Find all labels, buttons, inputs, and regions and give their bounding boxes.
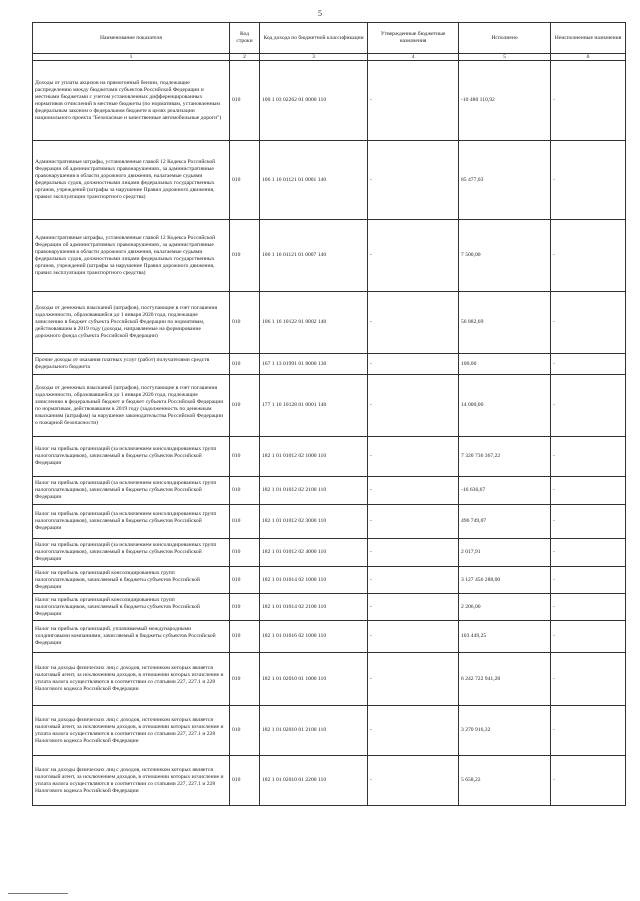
cell-executed: 2 206,00	[459, 594, 551, 621]
cell-approved: -	[368, 653, 459, 706]
cell-approved: -	[368, 354, 459, 375]
cell-code: 010	[230, 653, 260, 706]
table-row	[33, 594, 626, 621]
cell-unexecuted: -	[551, 61, 626, 141]
cell-approved: -	[368, 621, 459, 653]
cell-kbk: 167 1 13 01991 01 8000 130	[260, 354, 368, 375]
header-unexecuted: Неисполненные назначения	[551, 23, 626, 54]
cell-code: 010	[230, 61, 260, 141]
cell-code: 010	[230, 594, 260, 621]
cell-kbk: 182 1 01 01012 02 3000 110	[260, 505, 368, 539]
cell-code: 010	[230, 477, 260, 505]
cell-executed: 5 658,22	[459, 756, 551, 806]
table-row	[33, 292, 626, 354]
cell-executed: 56 882,69	[459, 292, 551, 354]
cell-kbk: 106 1 16 01121 01 0001 140	[260, 141, 368, 220]
cell-code: 010	[230, 567, 260, 594]
header-kbk: Код дохода по бюджетной классификации	[260, 23, 368, 54]
table-row	[33, 653, 626, 706]
cell-code: 010	[230, 756, 260, 806]
cell-unexecuted: -	[551, 505, 626, 539]
column-number: 6	[551, 54, 626, 61]
cell-executed: 3 127 456 288,00	[459, 567, 551, 594]
cell-name: Налог на прибыль организаций (за исключением консолидированных групп налогоплательщиков), зачисляемый в бюджеты субъектов Российской Федерации	[33, 437, 230, 477]
header-approved: Утвержденные бюджетные назначения	[368, 23, 459, 54]
cell-code: 010	[230, 505, 260, 539]
cell-name: Налог на прибыль организаций консолидированных групп налогоплательщиков, зачисляемый в бюджеты субъектов Российской Федерации	[33, 567, 230, 594]
cell-kbk: 182 1 01 02010 01 2200 110	[260, 756, 368, 806]
cell-approved: -	[368, 539, 459, 567]
cell-code: 010	[230, 539, 260, 567]
column-number: 3	[260, 54, 368, 61]
cell-code: 010	[230, 375, 260, 437]
cell-unexecuted: -	[551, 653, 626, 706]
cell-approved: -	[368, 706, 459, 756]
table-row	[33, 706, 626, 756]
cell-unexecuted: -	[551, 292, 626, 354]
cell-executed: -10 480 110,92	[459, 61, 551, 141]
cell-unexecuted: -	[551, 621, 626, 653]
cell-approved: -	[368, 292, 459, 354]
column-number: 4	[368, 54, 459, 61]
cell-executed: 85 477,03	[459, 141, 551, 220]
cell-name: Административные штрафы, установленные главой 12 Кодекса Российской Федерации об административных правонарушениях, за административные правонарушения в области дорожного движения, налагаемые судьями федеральных судов, должностными лицами федеральных государственных органов, учреждений (штрафы за нарушение Правил дорожного движения, правил эксплуатации транспортного средства)	[33, 141, 230, 220]
cell-name: Налог на доходы физических лиц с доходов, источником которых является налоговый агент, за исключением доходов, в отношении которых исчисление и уплата налога осуществляются в соответствии со статьями 227, 227.1 и 228 Налогового кодекса Российской Федерации	[33, 706, 230, 756]
cell-approved: -	[368, 594, 459, 621]
cell-kbk: 182 1 01 01014 02 2100 110	[260, 594, 368, 621]
cell-unexecuted: -	[551, 437, 626, 477]
column-number-row	[33, 54, 626, 61]
cell-kbk: 182 1 01 01012 02 4000 110	[260, 539, 368, 567]
cell-code: 010	[230, 706, 260, 756]
table-row	[33, 354, 626, 375]
cell-unexecuted: -	[551, 477, 626, 505]
budget-execution-table	[32, 22, 626, 806]
cell-kbk: 106 1 16 01121 01 0007 140	[260, 220, 368, 292]
cell-executed: 14 000,00	[459, 375, 551, 437]
cell-unexecuted: -	[551, 141, 626, 220]
column-number: 2	[230, 54, 260, 61]
cell-name: Налог на прибыль организаций (за исключением консолидированных групп налогоплательщиков), зачисляемый в бюджеты субъектов Российской Федерации	[33, 477, 230, 505]
cell-unexecuted: -	[551, 706, 626, 756]
cell-kbk: 182 1 01 01012 02 2100 110	[260, 477, 368, 505]
cell-executed: 496 749,07	[459, 505, 551, 539]
cell-executed: 7 500,00	[459, 220, 551, 292]
cell-name: Налог на доходы физических лиц с доходов, источником которых является налоговый агент, за исключением доходов, в отношении которых исчисление и уплата налога осуществляются в соответствии со статьями 227, 227.1 и 228 Налогового кодекса Российской Федерации	[33, 653, 230, 706]
cell-kbk: 182 1 01 01016 02 1000 110	[260, 621, 368, 653]
cell-executed: 103 449,25	[459, 621, 551, 653]
cell-unexecuted: -	[551, 567, 626, 594]
cell-name: Налог на прибыль организаций (за исключением консолидированных групп налогоплательщиков), зачисляемый в бюджеты субъектов Российской Федерации	[33, 505, 230, 539]
cell-name: Административные штрафы, установленные главой 12 Кодекса Российской Федерации об административных правонарушениях, за административные правонарушения в области дорожного движения, налагаемые судьями федеральных судов, должностными лицами федеральных государственных органов, учреждений (штрафы за нарушение Правил дорожного движения, правил эксплуатации транспортного средства)	[33, 220, 230, 292]
cell-name: Налог на прибыль организаций, уплачиваемый международными холдинговыми компаниями, зачисляемый в бюджеты субъектов Российской Федерации	[33, 621, 230, 653]
table-header-row	[33, 23, 626, 54]
cell-executed: -16 636,67	[459, 477, 551, 505]
table-row	[33, 141, 626, 220]
cell-kbk: 182 1 01 02010 01 2100 110	[260, 706, 368, 756]
header-name: Наименование показателя	[33, 23, 230, 54]
header-code: Код строки	[230, 23, 260, 54]
cell-name: Доходы от денежных взысканий (штрафов), поступающие в счет погашения задолженности, образовавшейся до 1 января 2020 года, подлежащие зачислению в федеральный бюджет и бюджет субъекта Российской Федерации по нормативам, действовавшим в 2019 году (задолженность по денежным взысканиям (штрафам) за нарушение законодательства Российской Федерации о пожарной безопасности)	[33, 375, 230, 437]
cell-approved: -	[368, 505, 459, 539]
table-row	[33, 375, 626, 437]
cell-approved: -	[368, 61, 459, 141]
table-row	[33, 220, 626, 292]
table-row	[33, 505, 626, 539]
cell-approved: -	[368, 437, 459, 477]
cell-unexecuted: -	[551, 375, 626, 437]
table-row	[33, 437, 626, 477]
cell-code: 010	[230, 437, 260, 477]
page-number: 5	[318, 9, 322, 18]
cell-unexecuted: -	[551, 756, 626, 806]
cell-unexecuted: -	[551, 220, 626, 292]
table-row	[33, 756, 626, 806]
cell-approved: -	[368, 477, 459, 505]
cell-approved: -	[368, 220, 459, 292]
header-executed: Исполнено	[459, 23, 551, 54]
cell-approved: -	[368, 756, 459, 806]
cell-kbk: 177 1 16 10128 01 0001 140	[260, 375, 368, 437]
cell-executed: 7 320 736 367,22	[459, 437, 551, 477]
cell-approved: -	[368, 375, 459, 437]
cell-name: Налог на прибыль организаций консолидированных групп налогоплательщиков, зачисляемый в бюджеты субъектов Российской Федерации	[33, 594, 230, 621]
cell-executed: 6 242 722 941,28	[459, 653, 551, 706]
cell-executed: 100,00	[459, 354, 551, 375]
cell-code: 010	[230, 621, 260, 653]
cell-unexecuted: -	[551, 539, 626, 567]
table-row	[33, 621, 626, 653]
page-edge-line	[8, 893, 68, 894]
cell-code: 010	[230, 220, 260, 292]
cell-kbk: 182 1 01 02010 01 1000 110	[260, 653, 368, 706]
cell-code: 010	[230, 141, 260, 220]
cell-name: Доходы от денежных взысканий (штрафов), поступающие в счет погашения задолженности, образовавшейся до 1 января 2020 года, подлежащие зачислению в бюджет субъекта Российской Федерации по нормативам, действовавшим в 2019 году (доходы, направляемые на формирование дорожного фонда субъекта Российской Федерации)	[33, 292, 230, 354]
table-row	[33, 61, 626, 141]
table-row	[33, 477, 626, 505]
cell-executed: 3 270 916,32	[459, 706, 551, 756]
cell-name: Налог на доходы физических лиц с доходов, источником которых является налоговый агент, за исключением доходов, в отношении которых исчисление и уплата налога осуществляются в соответствии со статьями 227, 227.1 и 228 Налогового кодекса Российской Федерации	[33, 756, 230, 806]
cell-approved: -	[368, 567, 459, 594]
column-number: 5	[459, 54, 551, 61]
cell-unexecuted: -	[551, 594, 626, 621]
cell-name: Прочие доходы от оказания платных услуг (работ) получателями средств федерального бюджета	[33, 354, 230, 375]
column-number: 1	[33, 54, 230, 61]
cell-kbk: 100 1 03 02262 01 0000 110	[260, 61, 368, 141]
table-row	[33, 567, 626, 594]
table-row	[33, 539, 626, 567]
cell-kbk: 182 1 01 01014 02 1000 110	[260, 567, 368, 594]
cell-approved: -	[368, 141, 459, 220]
cell-kbk: 106 1 16 10122 01 0002 140	[260, 292, 368, 354]
cell-code: 010	[230, 354, 260, 375]
cell-name: Доходы от уплаты акцизов на прямогонный бензин, подлежащие распределению между бюджетами субъектов Российской Федерации и местными бюджетами с учетом установленных дифференцированных нормативов отчислений в местные бюджеты (по нормативам, установленным федеральным законом о федеральном бюджете в целях реализации национального проекта "Безопасные и качественные автомобильные дороги")	[33, 61, 230, 141]
cell-name: Налог на прибыль организаций (за исключением консолидированных групп налогоплательщиков), зачисляемый в бюджеты субъектов Российской Федерации	[33, 539, 230, 567]
cell-executed: 2 017,91	[459, 539, 551, 567]
cell-code: 010	[230, 292, 260, 354]
cell-unexecuted: -	[551, 354, 626, 375]
cell-kbk: 182 1 01 01012 02 1000 110	[260, 437, 368, 477]
